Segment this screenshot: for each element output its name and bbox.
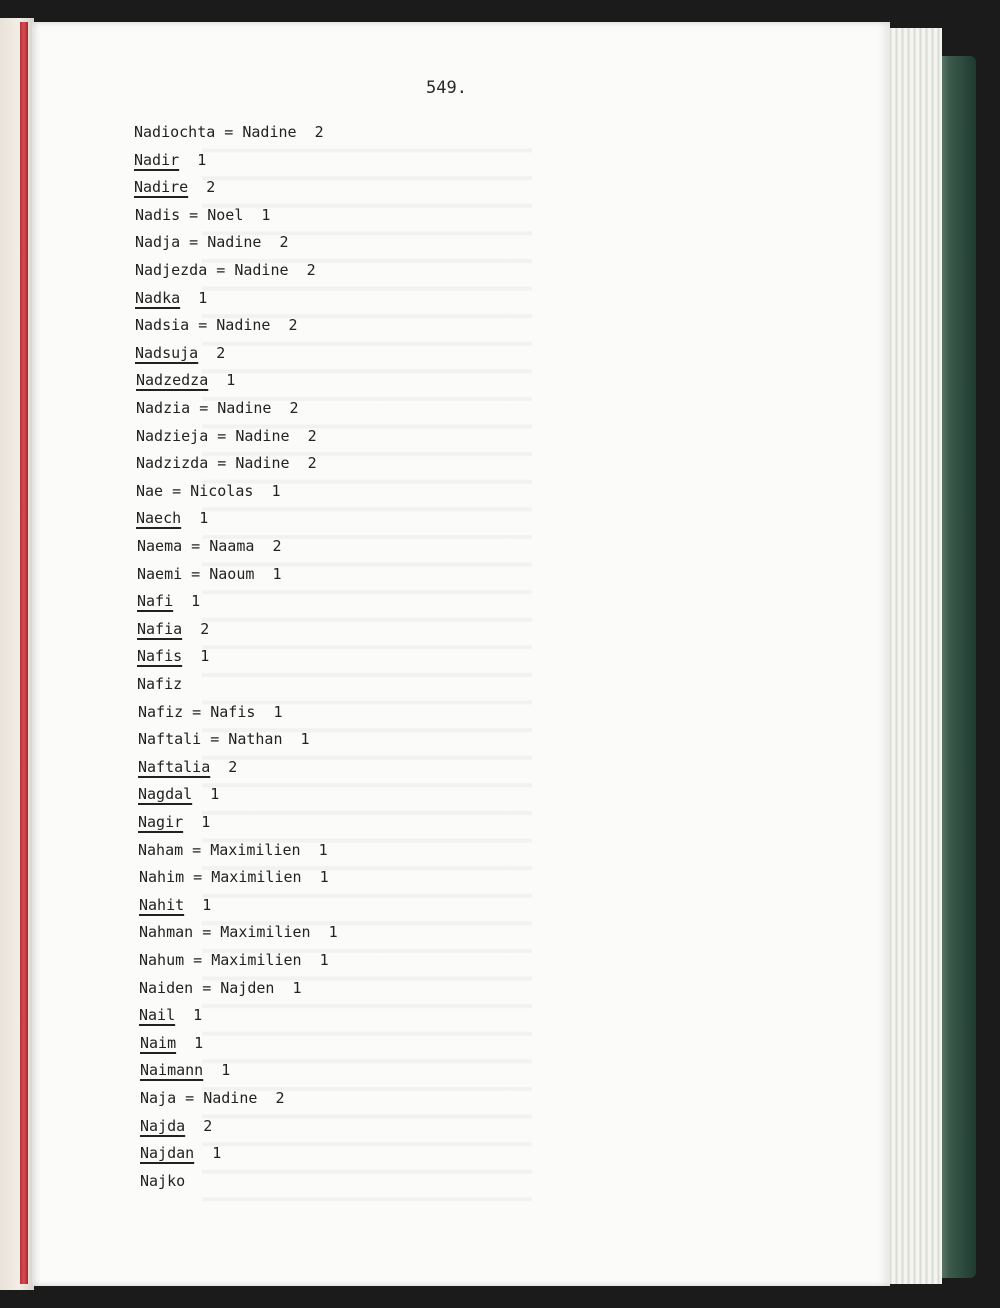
entry-reference: 2 xyxy=(185,1116,213,1135)
entry-name: Nail xyxy=(139,1006,176,1025)
entry-name: Nadzedza xyxy=(136,371,209,390)
entry-reference: = Noel 1 xyxy=(180,205,271,224)
entry-name: Naftalia xyxy=(138,757,211,776)
entry-name: Nadiochta xyxy=(134,123,216,141)
entry-reference: 1 xyxy=(173,592,201,611)
entry-reference: 1 xyxy=(192,785,220,804)
index-entry xyxy=(137,592,200,610)
page-number: 549. xyxy=(426,78,467,98)
index-entry xyxy=(140,1144,221,1162)
index-entry xyxy=(139,923,338,941)
entry-name: Nadis xyxy=(135,205,181,224)
entry-reference: 1 xyxy=(181,509,209,528)
index-entry xyxy=(139,896,211,914)
index-entry xyxy=(137,620,209,638)
index-entry xyxy=(138,730,310,748)
entry-reference: = Nadine 2 xyxy=(190,399,299,417)
entry-name: Nadire xyxy=(134,178,189,197)
entry-reference: 2 xyxy=(182,619,210,638)
name-index-list xyxy=(32,22,890,1286)
entry-name: Nagdal xyxy=(138,785,193,804)
index-entry xyxy=(135,233,289,251)
index-entry xyxy=(139,1006,202,1024)
entry-reference: 1 xyxy=(194,1144,222,1163)
book-page xyxy=(32,22,890,1286)
index-entry xyxy=(138,841,328,859)
entry-reference: = Maximilien 1 xyxy=(184,951,329,969)
entry-reference: = Nadine 2 xyxy=(215,123,324,141)
index-entry xyxy=(136,399,299,417)
index-entry xyxy=(140,1089,285,1107)
entry-reference: = Naoum 1 xyxy=(182,564,282,583)
entry-reference: = Nadine 2 xyxy=(208,426,317,445)
index-entry xyxy=(138,785,219,803)
entry-name: Naja xyxy=(140,1089,177,1107)
index-entry xyxy=(138,758,237,776)
entry-reference: 1 xyxy=(208,371,236,390)
entry-reference: 2 xyxy=(188,178,216,197)
entry-name: Nadzia xyxy=(136,399,191,417)
entry-name: Nafi xyxy=(137,592,174,611)
entry-reference: = Nadine 2 xyxy=(176,1089,285,1107)
index-entry xyxy=(137,647,209,665)
index-entry xyxy=(139,979,302,997)
entry-name: Naech xyxy=(136,509,182,528)
entry-name: Nadsuja xyxy=(135,343,199,362)
entry-name: Nae xyxy=(136,481,164,500)
entry-name: Najda xyxy=(140,1116,186,1135)
entry-reference: 1 xyxy=(175,1006,203,1025)
index-entry xyxy=(134,178,215,196)
entry-name: Nadzizda xyxy=(136,454,209,473)
entry-name: Nahit xyxy=(139,895,185,914)
index-entry xyxy=(136,371,235,389)
entry-reference: = Nadine 2 xyxy=(208,454,317,473)
entry-reference: = Nicolas 1 xyxy=(163,481,281,500)
index-entry xyxy=(137,675,182,693)
index-entry xyxy=(140,1117,212,1135)
entry-name: Najko xyxy=(140,1171,186,1190)
entry-name: Nadja xyxy=(135,233,181,252)
entry-name: Nahum xyxy=(139,951,185,969)
entry-name: Nagir xyxy=(138,813,184,831)
entry-name: Naema xyxy=(137,537,183,555)
entry-name: Nadir xyxy=(134,150,180,169)
entry-name: Naftali xyxy=(138,730,202,749)
index-entry xyxy=(137,537,282,555)
index-entry xyxy=(134,123,324,141)
entry-reference: = Najden 1 xyxy=(193,978,302,997)
entry-name: Nafis xyxy=(137,647,183,666)
entry-reference: 1 xyxy=(184,895,212,914)
entry-reference: 1 xyxy=(183,813,211,831)
entry-reference: = Naama 2 xyxy=(182,537,282,555)
index-entry xyxy=(138,703,283,721)
entry-name: Naham xyxy=(138,840,184,859)
entry-reference: = Nadine 2 xyxy=(189,316,298,335)
entry-reference: = Nadine 2 xyxy=(180,233,289,252)
entry-name: Naemi xyxy=(137,564,183,583)
entry-reference: 2 xyxy=(210,757,238,776)
index-entry xyxy=(138,813,210,831)
index-entry xyxy=(139,868,329,886)
entry-name: Nafiz xyxy=(138,702,184,721)
entry-name: Naiden xyxy=(139,978,194,997)
index-entry xyxy=(140,1172,185,1190)
index-entry xyxy=(135,344,225,362)
index-entry xyxy=(134,151,206,169)
entry-name: Nadka xyxy=(135,288,181,307)
entry-reference: 1 xyxy=(203,1061,231,1080)
entry-name: Nafiz xyxy=(137,675,183,693)
left-page-edge xyxy=(0,18,34,1290)
index-entry xyxy=(136,482,281,500)
entry-reference: 1 xyxy=(179,150,207,169)
entry-reference: 1 xyxy=(176,1033,204,1052)
index-entry xyxy=(140,1061,230,1079)
entry-name: Naim xyxy=(140,1033,177,1052)
entry-reference: = Nadine 2 xyxy=(207,261,316,279)
bookmark-ribbon xyxy=(20,22,28,1284)
entry-reference: = Maximilien 1 xyxy=(183,840,328,859)
index-entry xyxy=(137,565,282,583)
index-entry xyxy=(135,261,316,279)
entry-reference: 2 xyxy=(198,343,226,362)
index-entry xyxy=(136,509,208,527)
entry-name: Naimann xyxy=(140,1061,204,1080)
entry-name: Nadzieja xyxy=(136,426,209,445)
entry-reference: = Maximilien 1 xyxy=(193,923,338,942)
entry-reference: 1 xyxy=(182,647,210,666)
index-entry xyxy=(140,1034,203,1052)
entry-reference: = Maximilien 1 xyxy=(184,868,329,887)
entry-name: Nahim xyxy=(139,868,185,887)
entry-reference: = Nafis 1 xyxy=(183,702,283,721)
entry-reference: 1 xyxy=(180,288,208,307)
entry-name: Nafia xyxy=(137,619,183,638)
index-entry xyxy=(139,951,329,969)
index-entry xyxy=(135,316,298,334)
index-entry xyxy=(136,427,317,445)
index-entry xyxy=(135,206,270,224)
entry-reference: = Nathan 1 xyxy=(201,730,310,749)
entry-name: Nadjezda xyxy=(135,261,208,279)
entry-name: Najdan xyxy=(140,1144,195,1163)
entry-name: Nahman xyxy=(139,923,194,942)
entry-name: Nadsia xyxy=(135,316,190,335)
index-entry xyxy=(136,454,317,472)
index-entry xyxy=(135,289,207,307)
